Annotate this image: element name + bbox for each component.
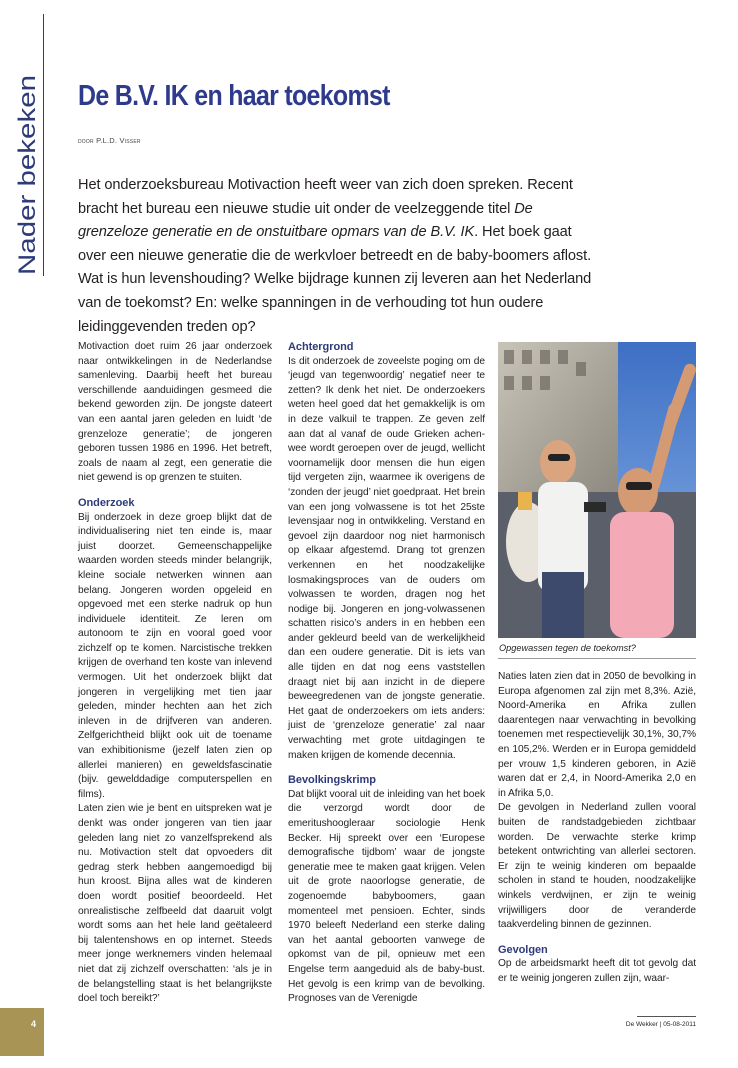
page-number-block — [0, 1008, 44, 1056]
footer-rule — [637, 1016, 696, 1017]
footer-publication: De Wekker | 05-08-2011 — [625, 1021, 696, 1028]
paragraph: Motivaction doet ruim 26 jaar onderzoek naar ontwikkelingen in de Nederlandse samenleving. Daarbij heeft het bureau verschillende aanduidingen gesmeed die bekend geworden zijn. De jongste dateert van een aantal jaren geleden en luidt ‘de grenzeloze generatie’; de jongeren geboren tussen 1986 en 1996. Het betreft, zoals de naam al zegt, een generatie die niet gewend is op grenzen te stuiten. — [78, 341, 272, 484]
byline-prefix: door — [78, 138, 94, 145]
paragraph: Bij onderzoek in deze groep blijkt dat de individualisering niet ten einde is, maar juist doorzet. Gemeenschappelijke waarden worden steeds minder belangrijk, kleine sociale netwerken winnen aan belang. Jongeren worden opgeleid en opgevoed met een sterke nadruk op hun individuele identiteit. Ze leren om autonoom te zijn en vooral goed voor zichzelf op te komen. Narcistische trekken krijgen de overhand ten koste van inlevend vermogen. Uit het onderzoek blijkt dat jongeren in vergelijking met tien jaar geleden, minder hechten aan het zich inleven in de drijfveren van anderen. Zelfgerichtheid blijkt ook uit de toename van exhibitionisme (jezelf laten zien op allerlei manieren) en geweldsfascinatie (bijv. gewelddadige computerspellen en films). — [78, 511, 272, 800]
paragraph: Dat blijkt vooral uit de inleiding van het boek die verzorgd wordt door de emeritushoogleraar sociologie Henk Becker. Hij spreekt over een ‘Europese demografische tijdbom’ waar de jongste generatie mee te maken gaat krijgen. Velen uit de grote naoorlogse generatie, de zogenoemde babyboomers, gaan momenteel met pensioen. Echter, sinds 1970 beleeft Nederland een sterke daling van het aantal geboorten vanwege de opkomst van de pil, opnieuw met een Engelse term aangeduid als de baby-bust. Het gevolg is een krimp van de bevolking. Prognoses van de Verenigde — [288, 788, 485, 1005]
subheading-bevolkingskrimp: Bevolkingskrimp — [288, 774, 376, 787]
intro-text — [78, 174, 598, 339]
caption-rule — [498, 658, 696, 659]
column-3 — [498, 670, 696, 986]
article-title: De B.V. IK en haar toekomst — [78, 80, 390, 112]
paragraph: Laten zien wie je bent en uitspreken wat je denkt was onder jongeren van tien jaar geleden lang niet zo vanzelfsprekend als nu. Motivaction stelt dat opvoeders dit gedrag sterk hebben aangemoedigd bij hun kroost. Bijna alles wat de kinderen doen wordt positief beoordeeld. Het onrealistische zelfbeeld dat daaruit volgt wordt soms aan het hele land geëtaleerd bij talentenshows en op internet. Steeds meer jonge werknemers vinden helemaal niet dat zij zichzelf overschatten: ‘als je in de belangstelling staat is het belangrijkste doel toch bereikt?’ — [78, 803, 272, 1005]
section-label — [4, 70, 44, 280]
column-2 — [288, 340, 485, 1007]
photo-crowd — [498, 342, 696, 638]
subheading-achtergrond: Achtergrond — [288, 341, 354, 353]
paragraph: De gevolgen in Nederland zullen vooral buiten de randstadgebieden zichtbaar worden. De verwachte sterke krimp betekent ontwrichting van allerlei sectoren. Er zijn te weinig kinderen om bepaalde scholen in stand te houden, noodzakelijke winkels verdwijnen, er zijn te weinig vrijwilligers door de veranderde taakverdeling binnen de gezinnen. — [498, 802, 696, 931]
intro-segment: . Het boek gaat over een nieuwe generatie die de werkvloer betreedt en de baby-boomers aflost. Wat is hun levenshouding? Welke bijdrage kunnen zij leveren aan het Nederland van de toekomst? En: welke spanningen in de verhouding tot hun oudere leidinggevenden treden op? — [78, 224, 592, 335]
byline — [78, 136, 141, 145]
subheading-gevolgen: Gevolgen — [498, 943, 548, 956]
paragraph: Naties laten zien dat in 2050 de bevolking in Europa afgenomen zal zijn met 8,3%. Azië, Noord-Amerika en Afrika zullen daarentegen naar verwachting in bevolking toenemen met respectievelijk 30,1%, 30,7% en 105,2%. Werden er in Europa gemiddeld per vrouw 1,5 kinderen geboren, in Azië waren dat er 2,4, in Noord-Amerika 2,0 en in Afrika 5,0. — [498, 671, 696, 799]
intro-emphasis: De grenzeloze generatie en de onstuitbare opmars van de B.V. IK — [78, 200, 533, 241]
paragraph: Is dit onderzoek de zoveelste poging om de ‘jeugd van tegenwoordig’ negatief neer te zetten? Ik denk het niet. De onderzoekers weten heel goed dat het gemakkelijk is om in deze valkuil te trappen. Ze geven zelf aan dat al vanaf de oude Grieken achen-wee wordt geroepen over de jeugd, wellicht voornamelijk door mensen die hun eigen tijd vergeten zijn, waarmee ik overigens de ‘zonden der jeugd’ niet goedpraat. Het brein van een jong volwassene is tot het 25ste levensjaar nog in ontwikkeling. Verstand en gevoel zijn daardoor nog niet harmonisch op elkaar afgestemd. Drang tot grenzen verkennen en het noodzakelijke losmakingsproces van de ouders om volwassen te worden, dragen nog het nodige bij. Jongeren en jong-volwassenen schatten risico’s anders in en hebben een ander gekleurd beeld van de werkelijkheid dan een oudere generatie. Dit is iets van alle tijden en dat nog eens vaststellen draagt niet bij aan inzicht in de diepere beweegredenen van de jongste generatie. Het gaat de onderzoekers om iets anders: juist de ‘grenzeloze generatie’ zal naar verwachting met grote uitdagingen te maken krijgen de komende decennia. — [288, 355, 485, 761]
paragraph: Op de arbeidsmarkt heeft dit tot gevolg dat er te weinig jongeren zullen zijn, waar- — [498, 958, 696, 984]
section-label-text: Nader bekeken — [14, 112, 41, 275]
column-1 — [78, 340, 272, 1007]
page-number: 4 — [31, 1019, 37, 1029]
subheading-onderzoek: Onderzoek — [78, 496, 135, 509]
intro-paragraph — [78, 174, 598, 339]
byline-author: P.L.D. Visser — [96, 136, 141, 145]
intro-segment: Het onderzoeksbureau Motivaction heeft weer van zich doen spreken. Recent bracht het bureau een nieuwe studie uit onder de veelzeggende titel — [78, 177, 573, 217]
photo-caption: Opgewassen tegen de toekomst? — [499, 643, 636, 653]
vertical-rule — [43, 14, 44, 276]
